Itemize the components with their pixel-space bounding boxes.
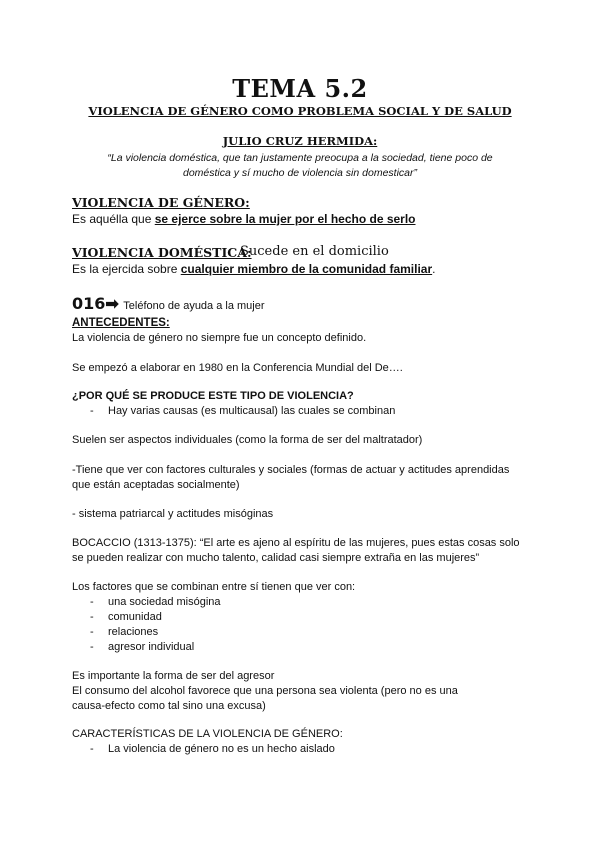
individual-aspects-line: Suelen ser aspectos individuales (como la forma de ser del maltratador): [72, 434, 423, 446]
causes-bullet-1: Hay varias causas (es multicausal) las cuales se combinan: [108, 405, 396, 417]
violencia-genero-definition: [72, 211, 416, 227]
violencia-genero-prefix: Es aquélla que: [72, 212, 155, 226]
antecedentes-line-1: La violencia de género no siempre fue un concepto definido.: [72, 332, 367, 344]
cultural-factors-line-1: -Tiene que ver con factores culturales y sociales (formas de actuar y actitudes aprendidas: [72, 464, 510, 476]
caracteristica-item-1: La violencia de género no es un hecho aislado: [108, 743, 335, 755]
bullet-dash: -: [90, 641, 94, 653]
violencia-domestica-prefix: Es la ejercida sobre: [72, 262, 181, 276]
bullet-dash: -: [90, 743, 94, 755]
antecedentes-line-2: Se empezó a elaborar en 1980 en la Conferencia Mundial del De….: [72, 362, 403, 374]
agresor-line-1: Es importante la forma de ser del agresor: [72, 670, 275, 682]
violencia-domestica-heading: VIOLENCIA DOMÉSTICA:: [72, 245, 252, 260]
arrow-right-icon: ➡: [105, 296, 119, 313]
violencia-domestica-note: Sucede en el domicilio: [240, 244, 389, 259]
bullet-dash: -: [90, 611, 94, 623]
violencia-domestica-emphasis: cualquier miembro de la comunidad familiar: [180, 262, 433, 276]
factor-item-4: agresor individual: [108, 641, 195, 653]
factor-item-2: comunidad: [108, 611, 162, 623]
violencia-genero-heading: VIOLENCIA DE GÉNERO:: [72, 195, 250, 210]
page-title: TEMA 5.2: [232, 74, 368, 103]
quote-text: “La violencia doméstica, que tan justamente preocupa a la sociedad, tiene poco de doméstica y sí mucho de violencia sin domesticar”: [107, 152, 493, 179]
agresor-line-3: causa-efecto como tal sino una excusa): [72, 700, 266, 712]
bullet-dash: -: [90, 626, 94, 638]
violencia-domestica-definition: [72, 261, 435, 277]
factor-item-1: una sociedad misógina: [108, 596, 221, 608]
factor-item-3: relaciones: [108, 626, 159, 638]
violencia-genero-emphasis: se ejerce sobre la mujer por el hecho de serlo: [154, 212, 416, 226]
bullet-dash: -: [90, 405, 94, 417]
factores-intro: Los factores que se combinan entre sí tienen que ver con:: [72, 581, 356, 593]
help-phone-number: 016: [72, 294, 106, 313]
boccaccio-line-2: se pueden realizar con mucho talento, calidad casi siempre extraña en las mujeres”: [72, 552, 480, 564]
agresor-line-2: El consumo del alcohol favorece que una persona sea violenta (pero no es una: [72, 685, 458, 697]
causes-question: ¿POR QUÉ SE PRODUCE ESTE TIPO DE VIOLENCIA?: [72, 390, 354, 402]
quote-author: JULIO CRUZ HERMIDA:: [222, 134, 378, 148]
antecedentes-heading: ANTECEDENTES:: [72, 317, 170, 329]
violencia-domestica-suffix: .: [432, 262, 436, 276]
caracteristicas-heading: CARACTERÍSTICAS DE LA VIOLENCIA DE GÉNERO:: [72, 728, 343, 740]
bullet-dash: -: [90, 596, 94, 608]
page-subtitle: VIOLENCIA DE GÉNERO COMO PROBLEMA SOCIAL Y DE SALUD: [88, 104, 512, 118]
help-phone-line: [72, 294, 265, 314]
cultural-factors-line-2: que están aceptadas socialmente): [72, 479, 240, 491]
patriarcal-line: - sistema patriarcal y actitudes misóginas: [72, 508, 274, 520]
boccaccio-line-1: BOCACCIO (1313-1375): “El arte es ajeno al espíritu de las mujeres, pues estas cosas solo: [72, 537, 520, 549]
help-phone-label: Teléfono de ayuda a la mujer: [123, 300, 265, 312]
